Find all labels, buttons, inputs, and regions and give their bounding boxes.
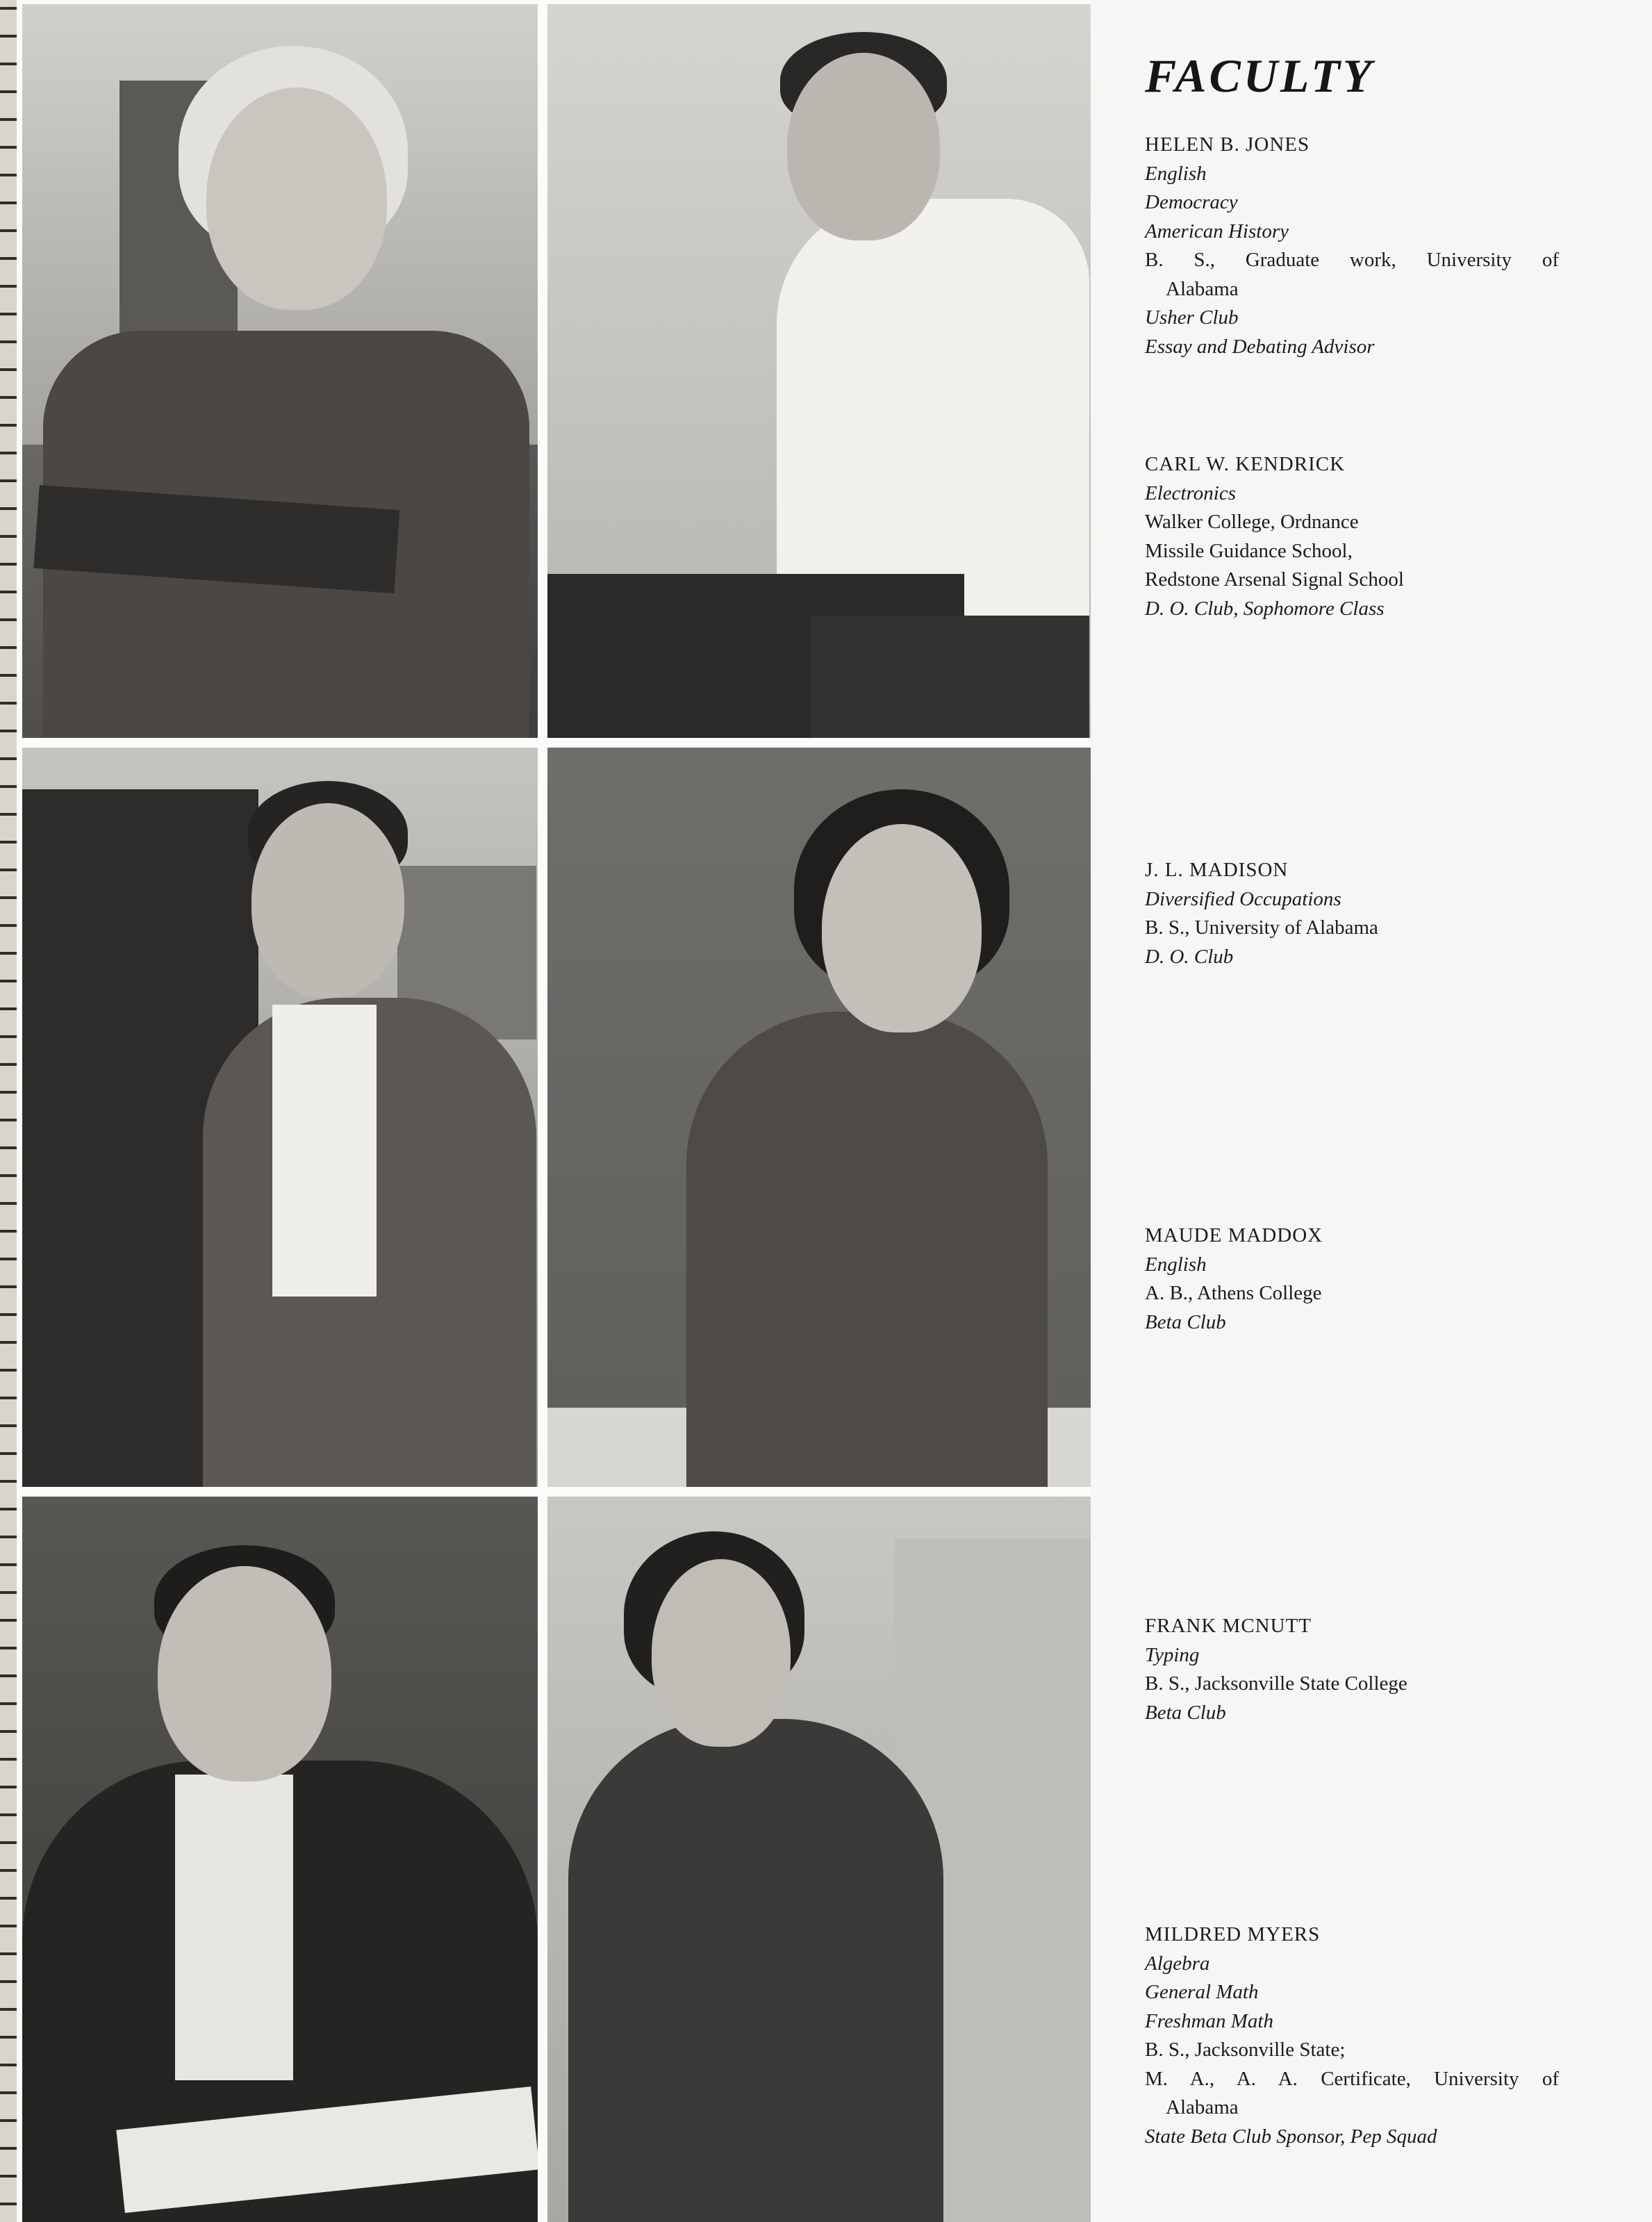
faculty-name: HELEN B. JONES	[1145, 133, 1310, 156]
faculty-subject: English	[1145, 162, 1207, 185]
faculty-subject: Electronics	[1145, 482, 1236, 504]
faculty-education: B. S., University of Alabama	[1145, 916, 1378, 939]
faculty-subject: English	[1145, 1253, 1207, 1276]
page-spine-edge	[0, 0, 17, 2222]
faculty-subject: General Math	[1145, 1981, 1259, 2003]
faculty-activity: Usher Club	[1145, 306, 1239, 329]
faculty-subject: Diversified Occupations	[1145, 887, 1341, 910]
photo-j-l-madison	[22, 748, 538, 1487]
faculty-education: B. S., Graduate work, University of	[1145, 249, 1559, 271]
faculty-entry-carl-w-kendrick	[1145, 450, 1562, 623]
faculty-subject: Democracy	[1145, 191, 1238, 213]
faculty-name: MILDRED MYERS	[1145, 1923, 1321, 1945]
photo-grid	[17, 0, 1091, 2222]
faculty-activity: Beta Club	[1145, 1701, 1226, 1724]
faculty-activity: Beta Club	[1145, 1310, 1226, 1333]
faculty-activity: State Beta Club Sponsor, Pep Squad	[1145, 2125, 1437, 2148]
faculty-subject: Freshman Math	[1145, 2009, 1273, 2032]
faculty-subject: Algebra	[1145, 1952, 1210, 1975]
faculty-subject: American History	[1145, 220, 1289, 242]
faculty-entry-maude-maddox	[1145, 1221, 1562, 1337]
faculty-activity: Essay and Debating Advisor	[1145, 335, 1375, 358]
faculty-entry-mildred-myers	[1145, 1920, 1559, 2151]
photo-maude-maddox	[547, 748, 1091, 1487]
faculty-activity: D. O. Club	[1145, 945, 1234, 968]
faculty-education: M. A., A. A. Certificate, University of	[1145, 2067, 1559, 2090]
faculty-education: Alabama	[1166, 2096, 1239, 2118]
photo-helen-b-jones	[22, 4, 538, 738]
faculty-education: B. S., Jacksonville State;	[1145, 2039, 1346, 2061]
photo-frank-mcnutt	[22, 1497, 538, 2222]
faculty-education: A. B., Athens College	[1145, 1282, 1322, 1304]
faculty-subject: Typing	[1145, 1643, 1200, 1666]
faculty-education: Walker College, Ordnance	[1145, 511, 1359, 533]
faculty-name: CARL W. KENDRICK	[1145, 453, 1346, 475]
faculty-name: MAUDE MADDOX	[1145, 1224, 1323, 1246]
faculty-name: FRANK MCNUTT	[1145, 1615, 1312, 1637]
faculty-education: Alabama	[1166, 277, 1239, 300]
photo-mildred-myers	[547, 1497, 1091, 2222]
faculty-entry-j-l-madison	[1145, 856, 1562, 971]
faculty-entry-frank-mcnutt	[1145, 1612, 1562, 1727]
faculty-education: B. S., Jacksonville State College	[1145, 1672, 1407, 1695]
faculty-education: Redstone Arsenal Signal School	[1145, 568, 1404, 591]
page-title: FACULTY	[1145, 49, 1375, 102]
faculty-name: J. L. MADISON	[1145, 859, 1289, 881]
faculty-activity: D. O. Club, Sophomore Class	[1145, 597, 1385, 620]
faculty-education: Missile Guidance School,	[1145, 539, 1353, 562]
photo-carl-w-kendrick	[547, 4, 1091, 738]
faculty-entry-helen-b-jones	[1145, 131, 1559, 361]
